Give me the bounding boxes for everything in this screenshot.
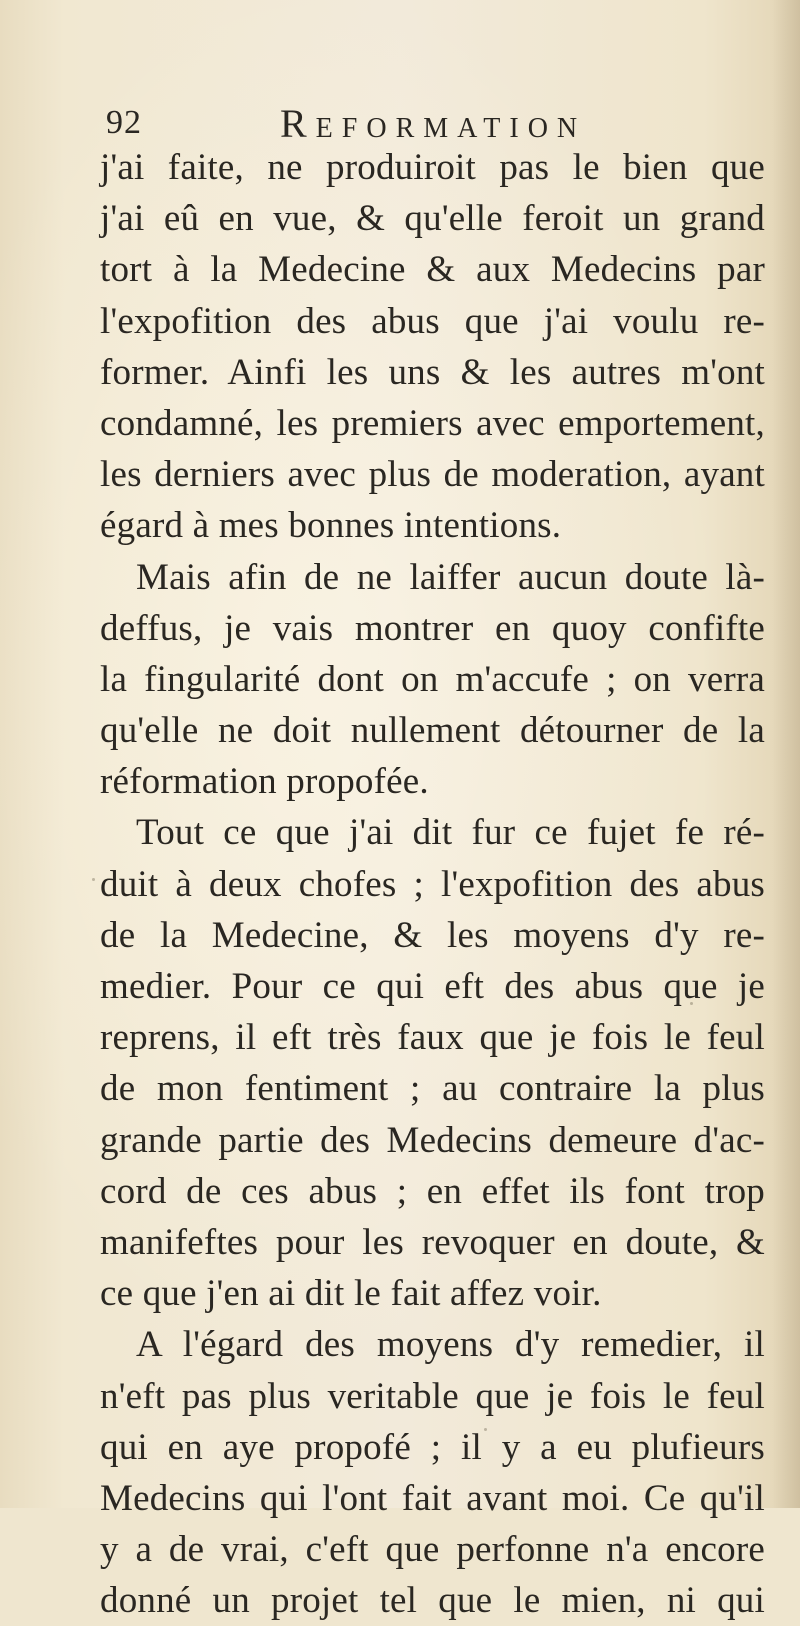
- text-line: de la Medecine, & les moyens d'y re-: [100, 914, 765, 956]
- running-head: Reformation: [280, 101, 587, 146]
- text-line: n'eft pas plus veritable que je fois le feul: [100, 1375, 765, 1417]
- text-line: former. Ainfi les uns & les autres m'ont: [100, 351, 765, 393]
- text-line: l'expofition des abus que j'ai voulu re-: [100, 300, 765, 342]
- text-line: reprens, il eft très faux que je fois le feul: [100, 1017, 765, 1059]
- text-line: qu'elle ne doit nullement détourner de la: [100, 710, 765, 752]
- text-line: j'ai eû en vue, & qu'elle feroit un grand: [100, 198, 765, 240]
- text-line: A l'égard des moyens d'y remedier, il: [136, 1324, 765, 1366]
- text-line: manifeftes pour les revoquer en doute, &: [100, 1221, 765, 1263]
- page-number: 92: [106, 104, 142, 141]
- text-line: y a de vrai, c'eft que perfonne n'a encore: [100, 1529, 765, 1571]
- text-line: cord de ces abus ; en effet ils font trop: [100, 1170, 765, 1212]
- text-line: Medecins qui l'ont fait avant moi. Ce qu'il: [100, 1477, 765, 1519]
- text-line: deffus, je vais montrer en quoy confifte: [100, 607, 765, 649]
- text-line: qui en aye propofé ; il y a eu plufieurs: [100, 1426, 765, 1468]
- text-line: réformation propofée.: [100, 761, 429, 803]
- text-line: les derniers avec plus de moderation, ayant: [100, 454, 765, 496]
- text-line: grande partie des Medecins demeure d'ac-: [100, 1119, 765, 1161]
- text-line: ce que j'en ai dit le fait affez voir.: [100, 1273, 602, 1315]
- text-line: Tout ce que j'ai dit fur ce fujet fe ré-: [136, 812, 765, 854]
- paper-speck: [690, 1002, 693, 1005]
- text-line: tort à la Medecine & aux Medecins par: [100, 249, 765, 291]
- paper-speck: [92, 878, 95, 881]
- text-line: Mais afin de ne laiffer aucun doute là-: [136, 556, 765, 598]
- body-text: [100, 142, 765, 1626]
- text-line: duit à deux chofes ; l'expofition des abus: [100, 863, 765, 905]
- text-line: égard à mes bonnes intentions.: [100, 505, 562, 547]
- text-line: condamné, les premiers avec emportement,: [100, 402, 765, 444]
- text-line: de mon fentiment ; au contraire la plus: [100, 1068, 765, 1110]
- text-line: medier. Pour ce qui eft des abus que je: [100, 966, 765, 1007]
- page-edge-shadow: [772, 0, 800, 1508]
- text-line: donné un projet tel que le mien, ni qui: [100, 1580, 765, 1622]
- paper-speck: [484, 1428, 487, 1431]
- text-line: j'ai faite, ne produiroit pas le bien que: [100, 147, 765, 188]
- page-header: [100, 100, 740, 148]
- text-line: la fingularité dont on m'accufe ; on verra: [100, 658, 765, 700]
